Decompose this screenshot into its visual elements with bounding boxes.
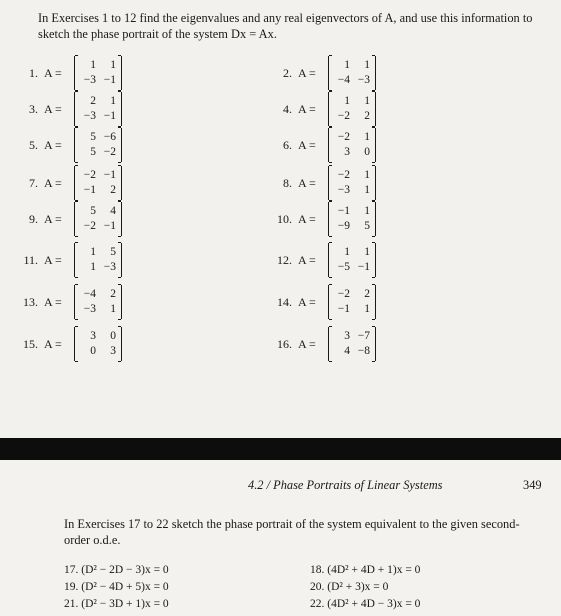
matrix-label: A = [44,253,62,267]
matrix-entry: −8 [357,345,370,357]
matrix [328,128,376,162]
matrix-entry: 2 [90,95,96,107]
exercise-number: 1. [29,66,38,80]
ode-item: 19. (D² − 4D + 5)x = 0 [64,581,169,593]
matrix-entry: −3 [103,261,116,273]
matrix-entry: 1 [344,246,350,258]
matrix-entry: 1 [364,95,370,107]
matrix-entry: −1 [337,303,350,315]
exercise-number: 3. [29,102,38,116]
matrix-entry: 5 [364,220,370,232]
matrix-entry: −1 [337,205,350,217]
matrix-entry: −2 [83,169,96,181]
matrix-entry: −1 [103,74,116,86]
matrix-entry: −7 [357,330,370,342]
exercise-number: 13. [23,295,38,309]
matrix-entry: 1 [364,184,370,196]
exercise-instructions: In Exercises 1 to 12 find the eigenvalues and any real eigenvectors of A, and use this information to sketch the phase portrait of the system Dx = Ax. [38,11,533,41]
matrix-entry: 2 [364,288,370,300]
matrix-label: A = [298,176,316,190]
matrix-label: A = [298,337,316,351]
matrix [328,243,376,277]
matrix-entry: 3 [110,345,116,357]
matrix-label: A = [298,212,316,226]
matrix-entry: 1 [90,246,96,258]
matrix-entry: 1 [364,169,370,181]
matrix-label: A = [44,295,62,309]
matrix-entry: −1 [103,220,116,232]
exercise-number: 8. [283,176,292,190]
matrix [74,128,122,162]
matrix [328,327,376,361]
matrix-entry: 3 [90,330,96,342]
matrix-entry: −2 [337,110,350,122]
ode-item: 21. (D² − 3D + 1)x = 0 [64,598,169,610]
matrix-entry: −5 [337,261,350,273]
matrix-entry: −1 [357,261,370,273]
matrix-entry: 5 [90,131,96,143]
matrix-label: A = [44,138,62,152]
matrix [74,202,122,236]
ode-item: 20. (D² + 3)x = 0 [310,581,389,593]
matrix-entry: 3 [344,330,350,342]
matrix [74,243,122,277]
exercise-number: 2. [283,66,292,80]
ode-item: 17. (D² − 2D − 3)x = 0 [64,564,169,576]
matrix-entry: −1 [83,184,96,196]
matrix-entry: −3 [83,74,96,86]
exercise-number: 10. [277,212,292,226]
matrix-entry: −3 [83,303,96,315]
matrix-entry: 4 [110,205,116,217]
ode-item: 22. (4D² + 4D − 3)x = 0 [310,598,421,610]
matrix-label: A = [44,102,62,116]
matrix-entry: −2 [337,131,350,143]
matrix-entry: 1 [90,59,96,71]
exercise-number: 14. [277,295,292,309]
matrix-entry: −1 [103,110,116,122]
ode-instructions: In Exercises 17 to 22 sketch the phase portrait of the system equivalent to the given second-order o.d.e. [64,517,520,547]
matrix-entry: 1 [90,261,96,273]
matrix-entry: 1 [364,205,370,217]
matrix-entry: 1 [364,59,370,71]
matrix-entry: 1 [364,131,370,143]
matrix-entry: −3 [83,110,96,122]
exercise-number: 6. [283,138,292,152]
matrix-label: A = [298,138,316,152]
matrix-entry: 0 [110,330,116,342]
matrix-entry: 5 [90,205,96,217]
matrix-entry: −2 [337,288,350,300]
matrix-entry: −2 [83,220,96,232]
matrix-entry: 1 [110,59,116,71]
matrix-label: A = [44,212,62,226]
exercise-number: 9. [29,212,38,226]
exercise-number: 11. [23,253,38,267]
matrix-entry: 0 [90,345,96,357]
matrix-entry: 1 [364,303,370,315]
matrix [328,92,376,126]
matrix-entry: 1 [364,246,370,258]
matrix-entry: 4 [344,345,350,357]
matrix [74,92,122,126]
matrix-entry: 1 [110,95,116,107]
page-number: 349 [523,478,542,492]
matrix-label: A = [298,102,316,116]
matrix-label: A = [298,253,316,267]
matrix-entry: −2 [103,146,116,158]
matrix [328,166,376,200]
matrix-entry: 5 [90,146,96,158]
matrix [74,166,122,200]
matrix [74,285,122,319]
matrix-entry: −6 [103,131,116,143]
ode-item: 18. (4D² + 4D + 1)x = 0 [310,564,421,576]
matrix-label: A = [44,66,62,80]
matrix-label: A = [298,295,316,309]
exercise-number: 15. [23,337,38,351]
page-gap [0,438,561,460]
matrix-entry: −4 [83,288,96,300]
matrix-entry: 2 [364,110,370,122]
matrix [74,56,122,90]
matrix-entry: 0 [364,146,370,158]
matrix [328,56,376,90]
matrix-entry: 2 [110,184,116,196]
exercise-number: 4. [283,102,292,116]
matrix-entry: −3 [337,184,350,196]
matrix [328,202,376,236]
running-head: 4.2 / Phase Portraits of Linear Systems [248,478,443,492]
matrix-entry: 3 [344,146,350,158]
exercise-number: 16. [277,337,292,351]
matrix-entry: 1 [344,59,350,71]
matrix-entry: 5 [110,246,116,258]
matrix-entry: −2 [337,169,350,181]
matrix-label: A = [44,337,62,351]
matrix [74,327,122,361]
exercise-number: 7. [29,176,38,190]
matrix-entry: 2 [110,288,116,300]
exercise-number: 12. [277,253,292,267]
matrix-entry: −9 [337,220,350,232]
exercise-number: 5. [29,138,38,152]
matrix-label: A = [298,66,316,80]
matrix-entry: 1 [110,303,116,315]
matrix [328,285,376,319]
matrix-entry: −4 [337,74,350,86]
matrix-label: A = [44,176,62,190]
matrix-entry: 1 [344,95,350,107]
matrix-entry: −3 [357,74,370,86]
matrix-entry: −1 [103,169,116,181]
